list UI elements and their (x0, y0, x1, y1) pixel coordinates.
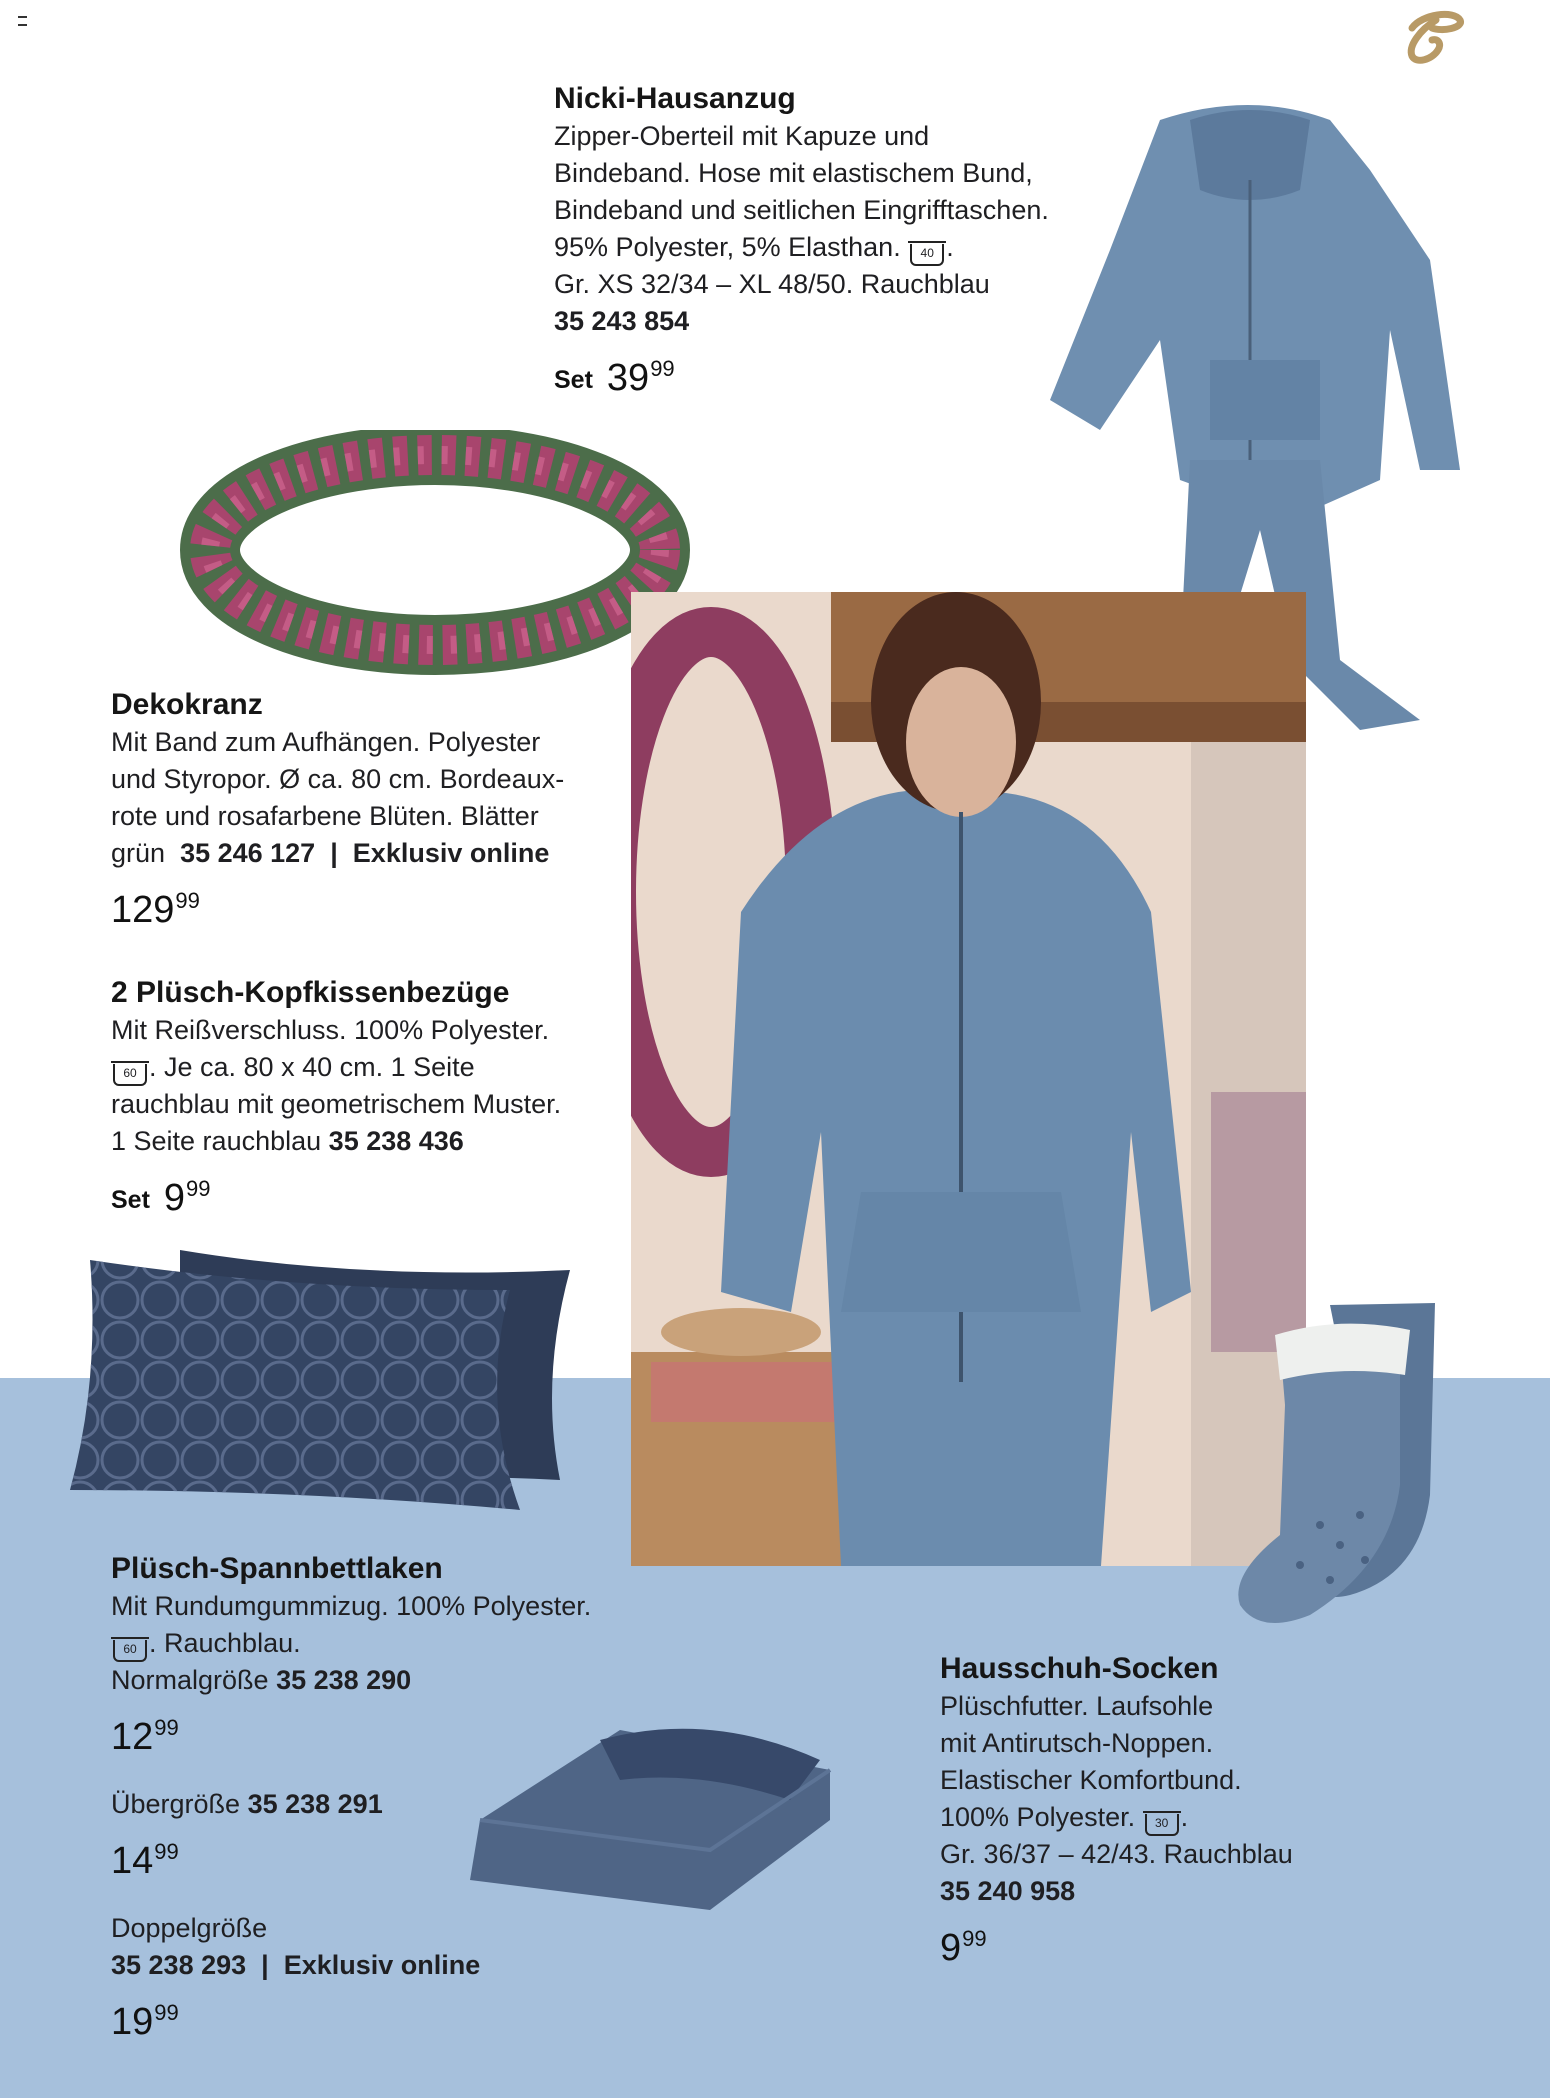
price: Set $39^{99}$ (554, 356, 675, 399)
description-line: Mit Band zum Aufhängen. Polyester (111, 727, 541, 757)
article-number: 35 238 293 (111, 1950, 247, 1980)
description-line: 100% Polyester. 30 . (940, 1799, 1440, 1836)
price: $14^{99}$ (111, 1839, 179, 1882)
product-socken (940, 1650, 1440, 1971)
wash-symbol-icon: 30 (1145, 1814, 1179, 1836)
menu-mark-icon (18, 16, 27, 26)
article-number: 35 246 127 (180, 838, 316, 868)
product-title: Hausschuh-Socken (940, 1652, 1219, 1685)
description-line: 95% Polyester, 5% Elasthan. 40 . (554, 229, 1074, 266)
size-line: 35 238 293 | Exklusiv online (111, 1950, 481, 1980)
product-title: Nicki-Hausanzug (554, 82, 796, 115)
description-line: 60 . Je ca. 80 x 40 cm. 1 Seite (111, 1049, 631, 1086)
product-title: Plüsch-Spannbettlaken (111, 1552, 443, 1585)
description-line: rauchblau mit geometrischem Muster. (111, 1089, 562, 1119)
price: Set $9^{99}$ (111, 1176, 211, 1219)
description-line: 60 . Rauchblau. (111, 1625, 671, 1662)
article-number: 35 238 436 (328, 1126, 464, 1156)
kopfkissen-product-image (60, 1240, 580, 1520)
description-line: rote und rosafarbene Blüten. Blätter (111, 801, 539, 831)
description-line: Plüschfutter. Laufsohle (940, 1691, 1214, 1721)
wash-symbol-icon: 60 (113, 1064, 147, 1086)
description-line: 1 Seite rauchblau 35 238 436 (111, 1126, 464, 1156)
description-line: mit Antirutsch-Noppen. (940, 1728, 1214, 1758)
description-line: Mit Rundumgummizug. 100% Polyester. (111, 1591, 592, 1621)
price: $9^{99}$ (940, 1926, 987, 1969)
description-line: grün 35 246 127 | Exklusiv online (111, 838, 550, 868)
brand-logo-icon (1398, 6, 1466, 66)
description-line: Elastischer Komfortbund. (940, 1765, 1242, 1795)
product-hausanzug (554, 80, 1074, 403)
product-title: Dekokranz (111, 688, 263, 721)
price: $129^{99}$ (111, 888, 200, 931)
description-line: Gr. 36/37 – 42/43. Rauchblau (940, 1839, 1293, 1869)
size-line: Normalgröße 35 238 290 (111, 1665, 412, 1695)
product-spannbettlaken (111, 1550, 671, 2045)
description-line: und Styropor. Ø ca. 80 cm. Bordeaux- (111, 764, 565, 794)
size-line: Doppelgröße (111, 1913, 268, 1943)
product-dekokranz (111, 686, 631, 933)
description-line: Mit Reißverschluss. 100% Polyester. (111, 1015, 550, 1045)
wreath-image (180, 430, 700, 680)
size-line: Übergröße 35 238 291 (111, 1789, 383, 1819)
price: $19^{99}$ (111, 2000, 179, 2043)
description-line: Gr. XS 32/34 – XL 48/50. Rauchblau (554, 269, 990, 299)
exclusive-online-tag: Exklusiv online (352, 838, 550, 868)
article-number: 35 238 291 (247, 1789, 383, 1819)
product-kopfkissen (111, 974, 631, 1223)
product-title: 2 Plüsch-Kopfkissenbezüge (111, 976, 510, 1009)
article-number: 35 240 958 (940, 1876, 1076, 1906)
exclusive-online-tag: Exklusiv online (283, 1950, 481, 1980)
description-line: Bindeband. Hose mit elastischem Bund, (554, 158, 1033, 188)
socken-product-image (1200, 1295, 1445, 1625)
article-number: 35 243 854 (554, 306, 690, 336)
article-number: 35 238 290 (276, 1665, 412, 1695)
wash-symbol-icon: 60 (113, 1640, 147, 1662)
description-line: Zipper-Oberteil mit Kapuze und (554, 121, 930, 151)
wash-symbol-icon: 40 (910, 244, 944, 266)
price: $12^{99}$ (111, 1715, 179, 1758)
description-line: Bindeband und seitlichen Eingrifftaschen. (554, 195, 1049, 225)
